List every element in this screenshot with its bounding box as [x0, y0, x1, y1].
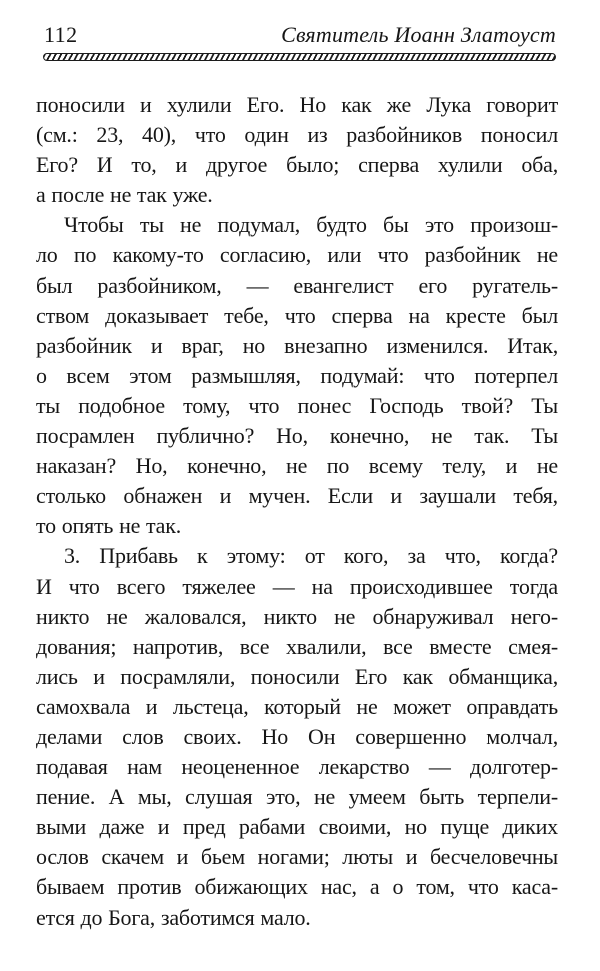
text-line: ется до Бога, заботимся мало. — [36, 904, 311, 930]
text-line: то опять не так. — [36, 513, 182, 539]
text-line: И что всего тяжелее — на происходившее тогда — [36, 573, 558, 599]
text-line: поносили и хулили Его. Но как же Лука говорит — [36, 92, 558, 117]
text-line: наказан? Но, конечно, не по всему телу, и не — [36, 453, 558, 479]
page-number: 112 — [44, 22, 78, 47]
running-title: Святитель Иоанн Златоуст — [281, 22, 556, 47]
text-line: бываем против обижающих нас, а о том, что каса- — [36, 874, 558, 900]
text-line: разбойник и враг, но внезапно изменился. Итак, — [36, 332, 558, 358]
running-head — [44, 22, 556, 48]
text-line: делами слов своих. Но Он совершенно молчал, — [36, 723, 558, 749]
text-line: подавая нам неоцененное лекарство — долготер- — [36, 754, 558, 780]
page-body — [36, 90, 558, 933]
text-line: лись и посрамляли, поносили Его как обманщика, — [36, 663, 558, 689]
text-line: был разбойником, — евангелист его ругатель- — [36, 272, 558, 298]
text-line: ством доказывает тебе, что сперва на кресте был — [36, 302, 558, 328]
text-line: столько обнажен и мучен. Если и заушали тебя, — [36, 483, 558, 509]
text-line: Чтобы ты не подумал, будто бы это произош- — [64, 212, 558, 238]
paragraph — [36, 210, 558, 541]
text-line: посрамлен публично? Но, конечно, не так. Ты — [36, 423, 558, 449]
text-line: (см.: 23, 40), что один из разбойников поносил — [36, 122, 558, 148]
text-line: о всем этом размышляя, подумай: что потерпел — [36, 362, 558, 388]
paragraph — [36, 541, 558, 932]
text-line: ослов скачем и бьем ногами; люты и бесчеловечны — [36, 844, 558, 870]
text-line: ты подобное тому, что понес Господь твой? Ты — [36, 392, 558, 418]
text-line: пение. А мы, слушая это, не умеем быть терпели- — [36, 784, 558, 810]
text-line: никто не жаловался, никто не обнаруживал него- — [36, 603, 558, 629]
text-line: а после не так уже. — [36, 182, 213, 208]
rope-divider-ornament — [43, 53, 556, 61]
text-line: выми даже и пред рабами своими, но пуще диких — [36, 814, 558, 840]
text-line: ло по какому-то согласию, или что разбойник не — [36, 242, 558, 268]
paragraph — [36, 90, 558, 210]
text-line: 3. Прибавь к этому: от кого, за что, когда? — [64, 543, 558, 569]
text-line: дования; напротив, все хвалили, все вместе смея- — [36, 633, 558, 659]
text-line: Его? И то, и другое было; сперва хулили оба, — [36, 152, 558, 178]
text-line: самохвала и льстеца, который не может оправдать — [36, 693, 558, 719]
